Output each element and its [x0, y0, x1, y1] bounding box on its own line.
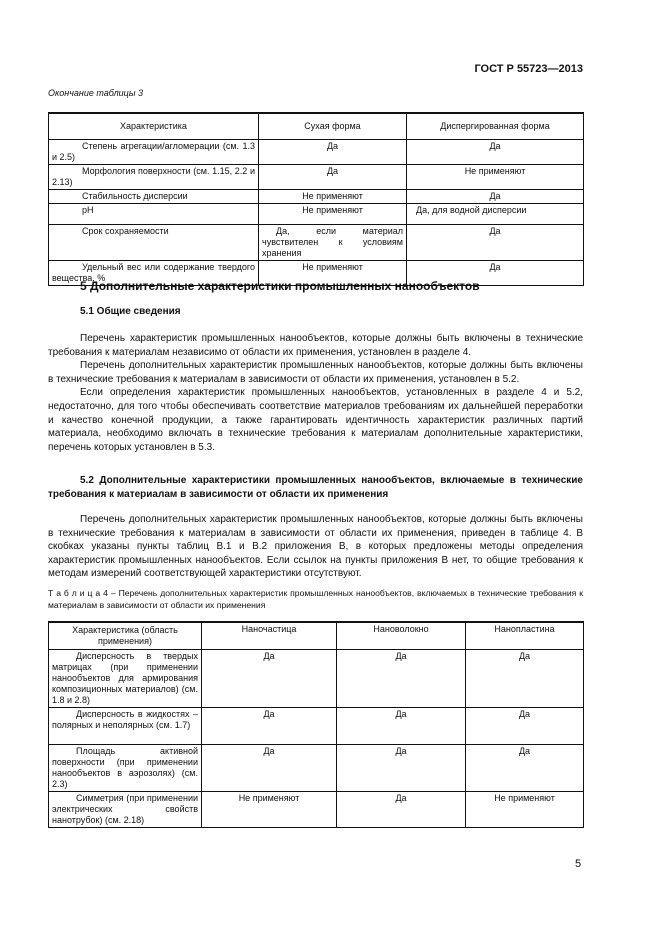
column-header: Наночастица: [202, 622, 337, 649]
cell: Срок сохраняемости: [49, 224, 259, 260]
table-3: [48, 112, 584, 286]
table-row: [49, 649, 584, 707]
table-row: [49, 203, 584, 224]
table-4-caption: Т а б л и ц а 4 – Перечень дополнительных характеристик промышленных нанообъектов, включаемых в технические требования к материалам в зависимости от области их применения: [48, 588, 583, 610]
standard-number-header: ГОСТ Р 55723—2013: [474, 63, 583, 75]
cell: Да: [259, 164, 407, 189]
cell: Да: [407, 260, 584, 285]
cell: Да: [337, 744, 466, 791]
paragraph: Перечень характеристик промышленных нанообъектов, которые должны быть включены в технические требования к материалам независимо от области их применения, установлен в разделе 4.: [48, 333, 583, 358]
paragraph: Перечень дополнительных характеристик промышленных нанообъектов, которые должны быть включены в технические требования к материалам в зависимости от области их применения, установлен в 5.2.: [48, 360, 583, 385]
column-header: Диспергированная форма: [407, 113, 584, 139]
cell: pH: [49, 203, 259, 224]
paragraph: Если определения характеристик промышленных нанообъектов, установленных в разделе 4 и 5.2, недостаточно, для того чтобы обеспечивать соответствие материалов требованиям их дальнейшей переработки и качество конечной продукции, а также гарантировать идентичность характеристик различных партий материала, необходимо включать в технические требования к материалам дополнительные характеристики, перечень которых установлен в 5.3.: [48, 387, 583, 453]
cell: Морфология поверхности (см. 1.15, 2.2 и 2.13): [49, 164, 259, 189]
cell: Да: [407, 224, 584, 260]
section-5-1-body: [48, 332, 583, 454]
cell: Да, если материал чувствителен к условиям хранения: [259, 224, 407, 260]
cell: Площадь активной поверхности (при применении нанообъектов в аэрозолях) (см. 2.3): [49, 744, 202, 791]
table-continuation-label: Окончание таблицы 3: [48, 88, 143, 98]
column-header: Сухая форма: [259, 113, 407, 139]
cell: Не применяют: [259, 260, 407, 285]
cell: Да: [407, 139, 584, 164]
section-5-1-heading: 5.1 Общие сведения: [80, 306, 181, 317]
cell: Не применяют: [259, 203, 407, 224]
cell: Стабильность дисперсии: [49, 189, 259, 203]
cell: Да: [259, 139, 407, 164]
table-row: [49, 744, 584, 791]
cell: Да: [337, 649, 466, 707]
table-row: [49, 707, 584, 744]
cell: Не применяют: [466, 791, 584, 827]
cell: Да: [407, 189, 584, 203]
cell: Степень агрегации/агломерации (см. 1.3 и 2.5): [49, 139, 259, 164]
cell: Не применяют: [202, 791, 337, 827]
column-header: Нановолокно: [337, 622, 466, 649]
section-5-2-heading: 5.2 Дополнительные характеристики промышленных нанообъектов, включаемые в технические требования к материалам в зависимости от области их применения: [48, 475, 583, 500]
cell: Да: [202, 707, 337, 744]
column-header: Нанопластина: [466, 622, 584, 649]
cell: Да: [337, 707, 466, 744]
cell: Дисперсность в жидкостях – полярных и неполярных (см. 1.7): [49, 707, 202, 744]
table-row: [49, 139, 584, 164]
cell: Удельный вес или содержание твердого вещества, %: [49, 260, 259, 285]
table-row: [49, 164, 584, 189]
cell: Да: [466, 707, 584, 744]
page-number: 5: [575, 858, 582, 870]
table-row: [49, 224, 584, 260]
section-5-2-body: [48, 513, 583, 581]
table-row: [49, 791, 584, 827]
column-header: Характеристика: [49, 113, 259, 139]
cell: Да: [202, 744, 337, 791]
table-row: [49, 189, 584, 203]
cell: Не применяют: [407, 164, 584, 189]
paragraph: Перечень дополнительных характеристик промышленных нанообъектов, которые должны быть включены в технические требования к материалам в зависимости от области их применения, приведен в таблице 4. В скобках указаны пункты таблиц В.1 и В.2 приложения В, в которых предложены методы определения характеристик промышленных нанообъектов. Если ссылок на пункты приложения В нет, то общие требования к методам измерений соответствующей характеристики отсутствуют.: [48, 514, 583, 580]
section-5-heading: 5 Дополнительные характеристики промышленных нанообъектов: [80, 279, 480, 293]
cell: Да: [202, 649, 337, 707]
cell: Не применяют: [259, 189, 407, 203]
table-4: [48, 621, 584, 828]
cell: Да: [466, 649, 584, 707]
cell: Симметрия (при применении электрических свойств нанотрубок) (см. 2.18): [49, 791, 202, 827]
cell: Да, для водной дисперсии: [407, 203, 584, 224]
cell: Да: [337, 791, 466, 827]
cell: Дисперсность в твердых матрицах (при применении нанообъектов для армирования композиционных материалов) (см. 1.8 и 2.8): [49, 649, 202, 707]
cell: Да: [466, 744, 584, 791]
column-header: Характеристика (область применения): [49, 622, 202, 649]
